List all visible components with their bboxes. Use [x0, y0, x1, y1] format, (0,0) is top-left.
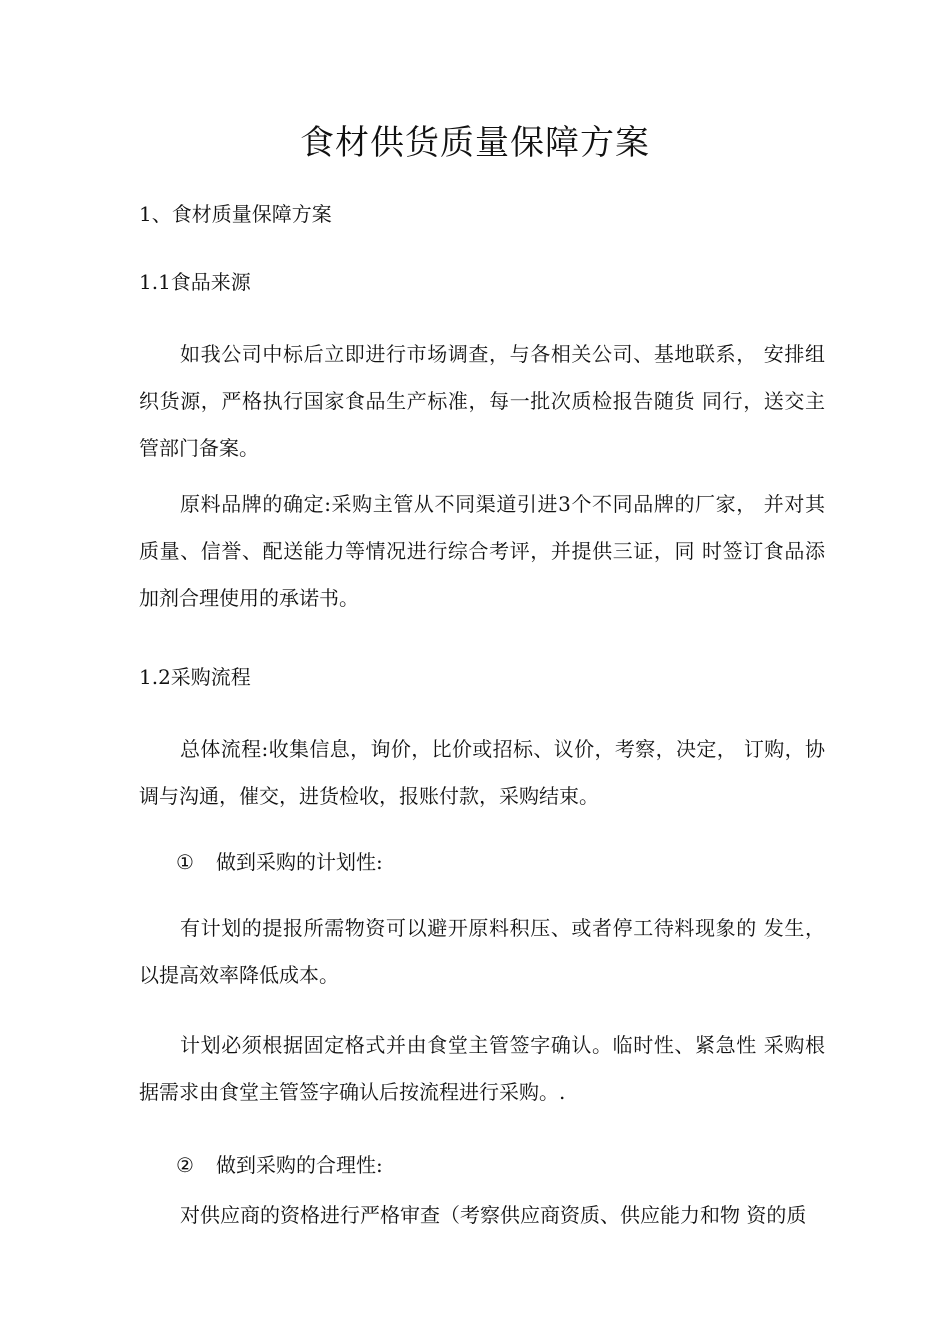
- item-number-2: ②: [176, 1153, 194, 1177]
- paragraph-planning-benefit: 有计划的提报所需物资可以避开原料积压、或者停工待料现象的 发生，以提高效率降低成本。: [139, 916, 825, 987]
- paragraph-supplier-review: 对供应商的资格进行严格审查（考察供应商资质、供应能力和物 资的质: [180, 1203, 807, 1227]
- paragraph-food-source: 如我公司中标后立即进行市场调查，与各相关公司、基地联系， 安排组织货源，严格执行国家食品生产标准，每一批次质检报告随货 同行，送交主管部门备案。: [139, 342, 825, 460]
- subsection-heading-1-2: 1.2采购流程: [139, 665, 251, 689]
- item-number-1: ①: [176, 850, 194, 874]
- paragraph-planning-approval: 计划必须根据固定格式并由食堂主管签字确认。临时性、紧急性 采购根据需求由食堂主管签字确认后按流程进行采购。.: [139, 1033, 825, 1104]
- section-heading-1: 1、食材质量保障方案: [139, 202, 332, 226]
- list-item-rationality: [176, 1150, 383, 1180]
- subsection-heading-1-1: 1.1食品来源: [139, 270, 251, 294]
- item-label-planning: 做到采购的计划性:: [216, 850, 383, 874]
- list-item-planning: [176, 847, 383, 877]
- item-label-rationality: 做到采购的合理性:: [216, 1153, 383, 1177]
- paragraph-overall-process: 总体流程:收集信息，询价，比价或招标、议价，考察，决定， 订购，协调与沟通，催交，进货检收，报账付款，采购结束。: [139, 737, 825, 808]
- paragraph-brand-selection: 原料品牌的确定:采购主管从不同渠道引进3个不同品牌的厂家， 并对其质量、信誉、配送能力等情况进行综合考评，并提供三证，同 时签订食品添加剂合理使用的承诺书。: [139, 492, 825, 610]
- document-title: 食材供货质量保障方案: [300, 123, 650, 163]
